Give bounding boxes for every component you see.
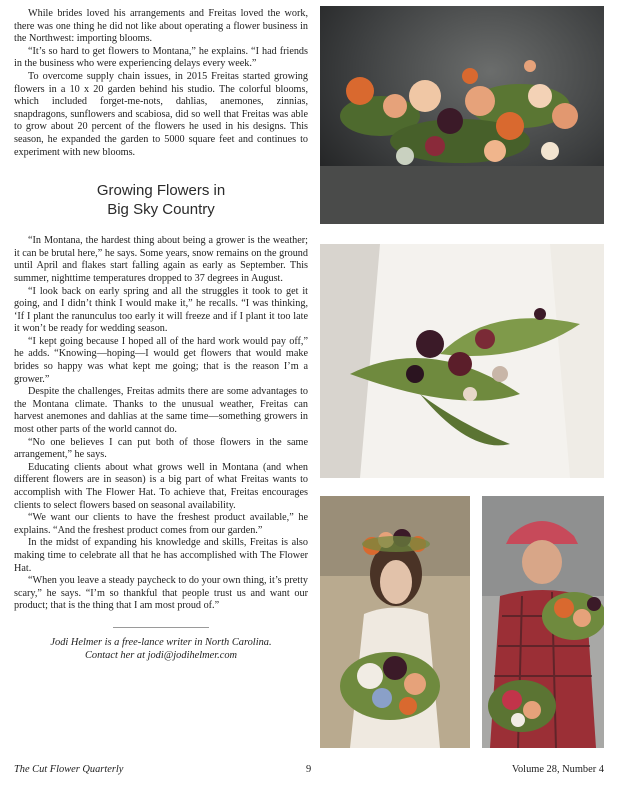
paragraph: Educating clients about what grows well in Montana (and when different flowers are in season) is a big part of what Freitas wants to accomplish with The Flower Hat. To achieve that, Freitas encourages clients to select flowers based on seasonal availability. <box>14 461 308 511</box>
photo-florist-portrait <box>482 496 604 748</box>
photo-floral-centerpiece <box>320 6 604 224</box>
byline-line: Jodi Helmer is a free-lance writer in North Carolina. <box>50 636 272 648</box>
heading-line: Growing Flowers in <box>96 182 226 200</box>
byline-line: Contact her at jodi@jodihelmer.com <box>84 649 238 661</box>
page-number: 9 <box>306 764 312 775</box>
publication-name: The Cut Flower Quarterly <box>14 764 124 775</box>
intro-section <box>14 8 308 159</box>
paragraph: “No one believes I can put both of those flowers in the same arrangement,” he says. <box>14 436 308 461</box>
author-byline <box>14 636 308 662</box>
paragraph: To overcome supply chain issues, in 2015 Freitas started growing flowers in a 10 x 20 garden behind his studio. The colorful blooms, which included forget-me-nots, dahlias, anemones, zinnias, snapdragons, sunflowers and scabiosa, did so well that Freitas was able to grow about 20 percent of the flowers he used in his designs. This season, he expanded the garden to 5000 square feet and continues to experiment with new blooms. <box>14 70 308 158</box>
volume-info: Volume 28, Number 4 <box>511 764 604 775</box>
byline-divider <box>113 627 209 628</box>
article-column <box>14 8 308 662</box>
paragraph: “I look back on early spring and all the struggles it took to get it going, and I didn’t think I would make it,” he recalls. “I was thinking, ‘If I plant the ranunculus too early it will freeze and if I plant it too late it won’t be ready for wedding season. <box>14 285 308 335</box>
paragraph: While brides loved his arrangements and Freitas loved the work, there was one thing he did not like about operating a flower business in the Northwest: importing blooms. <box>14 8 308 45</box>
paragraph: “We want our clients to have the freshest product available,” he explains. “And the freshest product comes from our garden.” <box>14 512 308 536</box>
page-footer <box>14 764 604 775</box>
paragraph: In the midst of expanding his knowledge and skills, Freitas is also making time to celebrate all that he has accomplished with The Flower Hat. <box>14 537 308 574</box>
paragraph: “In Montana, the hardest thing about being a grower is the weather; it can be brutal here,” he says. Some years, snow remains on the ground until April and flakes start falling again as early as September. This summer, nighttime temperatures dropped to 37 degrees in August. <box>14 235 308 284</box>
paragraph: “When you leave a steady paycheck to do your own thing, it’s pretty scary,” he says. “I’m so thankful that people trust us and want our product; that is the thing that I am most proud of.” <box>14 575 308 612</box>
body-section <box>14 235 308 613</box>
section-heading <box>14 181 308 219</box>
paragraph: “It’s so hard to get flowers to Montana,” he explains. “I had friends in the business who were experiencing delays every week.” <box>14 45 308 70</box>
paragraph: Despite the challenges, Freitas admits there are some advantages to the Montana climate. Thanks to the unusual weather, Freitas can harvest anemones and dahlias at the same time—something growers in most other parts of the world cannot do. <box>14 386 308 436</box>
photo-bridal-bouquet <box>320 244 604 478</box>
photo-bride-flower-crown <box>320 496 470 748</box>
paragraph: “I kept going because I hoped all of the hard work would pay off,” he adds. “Knowing—hoping—I would get flowers that would make brides so happy was what kept me going; that is the reason I’m a grower.” <box>14 335 308 385</box>
heading-line: Big Sky Country <box>107 201 215 219</box>
